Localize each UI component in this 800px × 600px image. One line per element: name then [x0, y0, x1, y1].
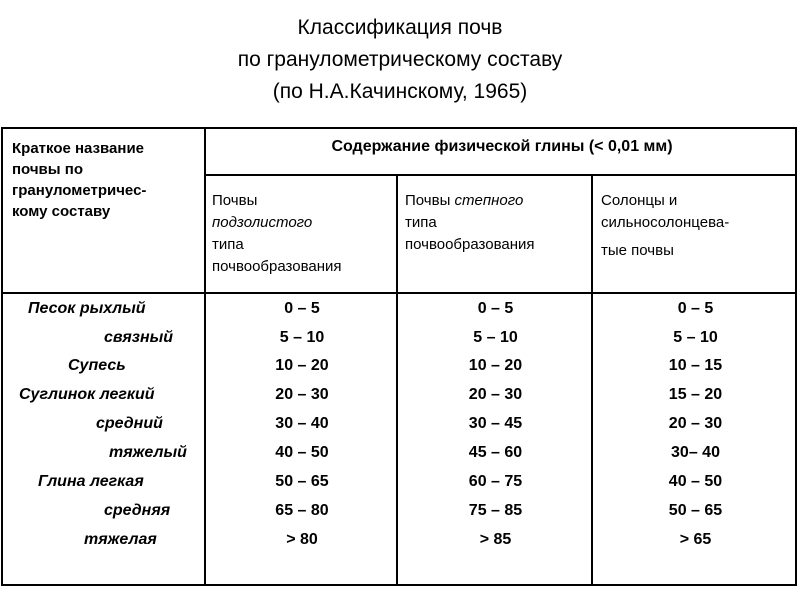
table-cell: 5 – 10 [279, 329, 325, 346]
subheader-steppe [405, 190, 590, 256]
table-cell: 15 – 20 [668, 386, 723, 403]
soil-name: Глина легкая [38, 473, 144, 490]
subheader-line: почвообразования [212, 258, 342, 275]
header-soil-name-line: почвы по [12, 161, 83, 178]
subheader-line: почвообразования [405, 236, 535, 253]
table-cell: 75 – 85 [468, 502, 523, 519]
table-cell: > 85 [479, 531, 512, 548]
table-cell: 0 – 5 [477, 300, 514, 317]
header-soil-name-line: кому составу [12, 203, 111, 220]
page-title [0, 12, 800, 108]
subheader-line: Почвы степного [405, 192, 524, 209]
table-cell: 10 – 15 [668, 357, 723, 374]
table-hline-subheader [204, 174, 795, 176]
soil-name: Песок рыхлый [28, 300, 146, 317]
soil-name: средняя [104, 502, 171, 519]
table-cell: 45 – 60 [468, 444, 523, 461]
subheader-line: Солонцы и [601, 192, 678, 209]
subheader-line: типа [212, 236, 244, 253]
subheader-solonets [601, 190, 791, 262]
table-cell: 0 – 5 [677, 300, 714, 317]
soil-name: тяжелый [109, 444, 187, 461]
header-clay-content: Содержание физической глины (< 0,01 мм) [331, 138, 673, 155]
subheader-line: сильносолонцева- [601, 214, 730, 231]
table-cell: 10 – 20 [275, 357, 329, 374]
table-cell: 5 – 10 [673, 329, 718, 346]
subheader-podzol [212, 190, 392, 278]
soil-name: средний [96, 415, 163, 432]
header-soil-name-line: Краткое название [12, 140, 145, 157]
table-cell: 20 – 30 [668, 415, 723, 432]
table-cell: 0 – 5 [284, 300, 320, 317]
table-cell: 20 – 30 [275, 386, 329, 403]
table-cell: 30 – 45 [468, 415, 523, 432]
title-line-2: по гранулометрическому составу [237, 48, 563, 71]
classification-table [1, 127, 797, 586]
table-cell: 30 – 40 [275, 415, 329, 432]
subheader-line: тые почвы [601, 242, 674, 259]
table-cell: 20 – 30 [468, 386, 523, 403]
header-soil-name-line: гранулометричес- [12, 182, 147, 199]
table-hline-body [3, 292, 795, 294]
table-cell: > 65 [679, 531, 712, 548]
table-cell: 30– 40 [671, 444, 720, 461]
table-cell: 40 – 50 [275, 444, 329, 461]
subheader-line: Почвы [212, 192, 258, 209]
table-vline-1 [204, 129, 206, 584]
table-cell: 50 – 65 [275, 473, 329, 490]
table-cell: > 80 [286, 531, 318, 548]
table-cell: 40 – 50 [668, 473, 723, 490]
table-cell: 10 – 20 [468, 357, 523, 374]
title-line-3: (по Н.А.Качинскому, 1965) [272, 80, 528, 103]
table-cell: 50 – 65 [668, 502, 723, 519]
subheader-line: типа [405, 214, 437, 231]
table-cell: 60 – 75 [468, 473, 523, 490]
table-cell: 65 – 80 [275, 502, 329, 519]
subheader-line: подзолистого [212, 214, 313, 231]
soil-name: тяжелая [84, 531, 157, 548]
table-cell: 5 – 10 [473, 329, 518, 346]
soil-name: Супесь [68, 357, 126, 374]
header-soil-name [12, 138, 197, 222]
soil-name: Суглинок легкий [19, 386, 155, 403]
title-line-1: Классификация почв [297, 16, 503, 39]
soil-name: связный [104, 329, 174, 346]
